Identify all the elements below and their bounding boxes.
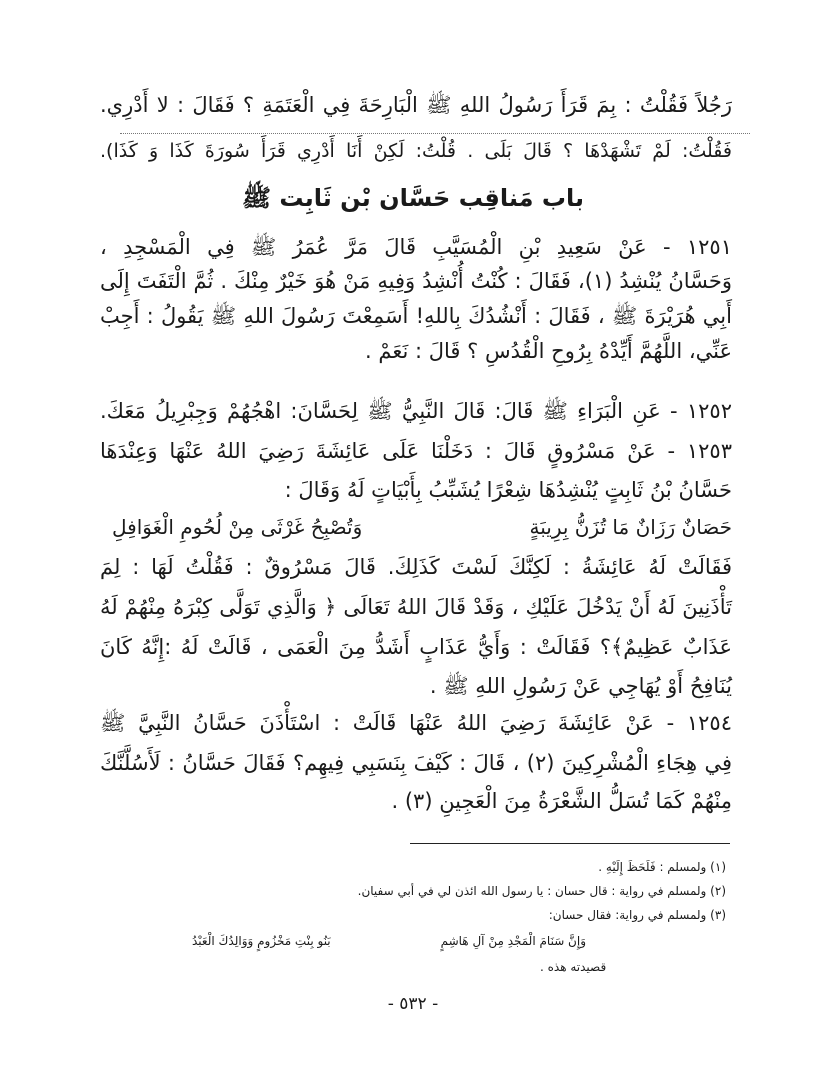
footnote-2: (٢) ولمسلم في رواية : قال حسان : يا رسول الله ائذن لي في أبي سفيان. [357, 884, 726, 898]
dotted-separator [120, 133, 750, 134]
section-title: باب مَناقِب حَسَّان بْن ثَابِت ﷺ [242, 184, 584, 212]
verse-hemistich-right: حَصَانٌ رَزَانٌ مَا تُزَنُّ بِرِيبَةٍ [529, 515, 732, 539]
hadith-1253-cont-line: تَأْذَنِينَ لَهُ أَنْ يَدْخُلَ عَلَيْكِ ، وَقَدْ قَالَ اللهُ تَعَالَى ﴿ وَالَّذِي تَوَلَّى كِبْرَهُ مِنْهُمْ لَهُ [100, 595, 732, 619]
hadith-1251-line: ١٢٥١ - عَنْ سَعِيدِ بْنِ الْمُسَيَّبِ قَالَ مَرَّ عُمَرُ ﷺ فِي الْمَسْجِدِ ، [100, 235, 732, 259]
hadith-1254-line: فِي هِجَاءِ الْمُشْرِكِينَ (٢) ، قَالَ : كَيْفَ بِنَسَبِي فِيهِم؟ فَقَالَ حَسَّانُ : لَأَسُلَّنَّكَ [100, 751, 732, 775]
footnote-verse-left: بَنُو بِنْتِ مَخْزُومٍ وَوَالِدُكَ الْعَبْدُ [192, 934, 331, 948]
hadith-1251-line: وَحَسَّانُ يُنْشِدُ (١)، فَقَالَ : كُنْتُ أُنْشِدُ وَفِيهِ مَنْ هُوَ خَيْرٌ مِنْكَ . ثُمَّ الْتَفَتَ إِلَى [100, 269, 732, 293]
text-line: رَجُلاً فَقُلْتُ : بِمَ قَرَأَ رَسُولُ اللهِ ﷺ الْبَارِحَةَ فِي الْعَتَمَةِ ؟ فَقَالَ : لا أَدْرِي. [100, 93, 732, 117]
hadith-1251-line: أَبِي هُرَيْرَةَ ﷺ ، فَقَالَ : أَنْشُدُكَ بِاللهِ! أَسَمِعْتَ رَسُولَ اللهِ ﷺ يَقُولُ : أَجِبْ [100, 304, 732, 328]
hadith-1253-line: ١٢٥٣ - عَنْ مَسْرُوقٍ قَالَ : دَخَلْنَا عَلَى عَائِشَةَ رَضِيَ اللهُ عَنْهَا وَعِنْدَهَا [100, 439, 732, 463]
footnote-separator [410, 843, 730, 844]
hadith-1253-line: حَسَّانُ بْنُ ثَابِتٍ يُنْشِدُهَا شِعْرًا يُشَبِّبُ بِأَبْيَاتٍ لَهُ وَقَالَ : [284, 478, 732, 502]
footnote-3: (٣) ولمسلم في رواية: فقال حسان: [548, 908, 726, 922]
hadith-1252: ١٢٥٢ - عَنِ الْبَرَاءِ ﷺ قَالَ: قَالَ النَّبِيُّ ﷺ لِحَسَّانَ: اهْجُهُمْ وَجِبْرِيلُ مَعَكَ. [100, 399, 732, 423]
hadith-1251-line: عَنِّي، اللَّهُمَّ أَيِّدْهُ بِرُوحِ الْقُدُسِ ؟ قَالَ : نَعَمْ . [365, 339, 732, 363]
hadith-1253-cont-line: عَذَابٌ عَظِيمٌ﴾؟ فَقَالَتْ : وَأَيُّ عَذَابٍ أَشَدُّ مِنَ الْعَمَى ، قَالَتْ لَهُ :إِنَّهُ كَانَ [100, 635, 732, 659]
hadith-1253-cont-line: يُنَافِحُ أَوْ يُهَاجِي عَنْ رَسُولِ اللهِ ﷺ . [429, 674, 732, 698]
footnote-verse-right: وَإِنَّ سَنَامَ الْمَجْدِ مِنْ آلِ هَاشِمٍ [440, 934, 586, 948]
hadith-1254-line: مِنْهُمْ كَمَا تُسَلُّ الشَّعْرَةُ مِنَ الْعَجِينِ (٣) . [391, 789, 732, 813]
verse-hemistich-left: وَتُصْبِحُ غَرْثَى مِنْ لُحُومِ الْغَوَافِلِ [112, 515, 363, 539]
footnote-1: (١) ولمسلم : فَلَحَظَ إِلَيْهِ . [598, 860, 726, 874]
text-line: فَقُلْتُ: لَمْ تَشْهَدْهَا ؟ قَالَ بَلَى . قُلْتُ: لَكِنْ أَنَا أَدْرِي قَرَأَ سُورَةَ كَذَا وَ كَذَا). [100, 140, 732, 162]
hadith-1254-line: ١٢٥٤ - عَنْ عَائِشَةَ رَضِيَ اللهُ عَنْهَا قَالَتْ : اسْتَأْذَنَ حَسَّانُ النَّبِيَّ ﷺ [100, 711, 732, 735]
page-number: - ٥٣٢ - [387, 994, 439, 1014]
hadith-1253-cont-line: فَقَالَتْ لَهُ عَائِشَةُ : لَكِنَّكَ لَسْتَ كَذَلِكَ. قَالَ مَسْرُوقٌ : فَقُلْتُ لَهَا : لِمَ [100, 555, 732, 579]
footnote-end: قصيدته هذه . [540, 960, 607, 974]
